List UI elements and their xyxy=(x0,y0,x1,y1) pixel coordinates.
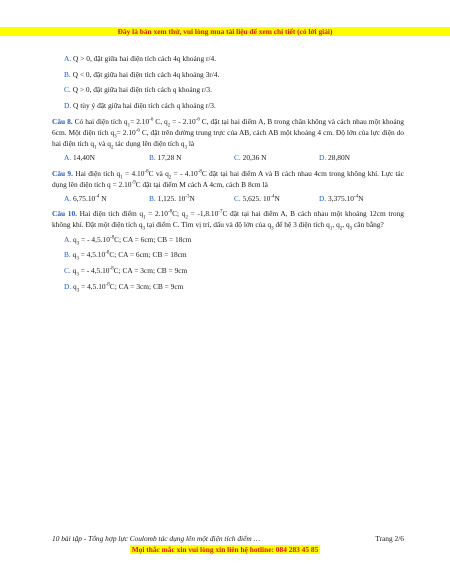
q9-option-c: C. 5,625. $10^{-4}N$ xyxy=(234,194,280,204)
q7-option-c: C. Q > 0, đặt giữa hai điện tích cách q khoảng r/3. xyxy=(64,85,212,95)
q7-option-b: B. Q < 0, đặt giữa hai điện tích cách 4q khoảng 3r/4. xyxy=(64,69,220,79)
document-body xyxy=(52,53,404,296)
preview-banner-text: Đây là bản xem thử, vui lòng mua tài liệu để xem chi tiết (có lời giải) xyxy=(117,27,333,36)
question-9: Câu 9. Hai điện tích $q_1 = 4.10^{-8}C$ và $q_2$ = - $4.10^{-8}C$ đặt tại hai điểm A và B cách nhau 4cm trong không khí. Lực tác dụng lên điện tích $q = 2.10^{-9}C$ đặt tại điểm M cách A 4cm, cách B 8cm là xyxy=(52,168,404,189)
question-10: Câu 10. Hai điện tích điểm $q_1 = 2.10^{-8}C$; $q_2 = -1,8.10^{-7}C$ đặt tại hai điểm A, B cách nhau một khoảng 12cm trong không khí. Đặt một điện tích $q_3$ tại điểm C. Tìm vị trí, dấu và độ lớn của $q_3$ để hệ 3 điện tích $q_1$, $q_2$, $q_3$ cân bằng? xyxy=(52,209,404,232)
q10-option-d: D. $q_3 = 4,5.10^{-8}C$; CA = 3cm; CB = 9cm xyxy=(64,281,184,294)
question-8: Câu 8. Có hai điện tích $q_1= 2.10^{-6}$ C, $q_2$ = - $2.10^{-6}$ C, đặt tại hai điểm A, B trong chân không và cách nhau một khoảng 6cm. Một điện tích $q_3= 2.10^{-6}$ C, đặt trên đường trung trực của AB, cách AB một khoảng 4 cm. Độ lớn của lực điện do hai điện tích $q_1$ và $q_2$ tác dụng lên điện tích $q_3$ là xyxy=(52,116,405,151)
q9-option-a: A. $6,75.10^{-4}$ N xyxy=(64,194,107,204)
question-label: Câu 10. xyxy=(52,209,78,219)
question-label: Câu 9. xyxy=(52,168,73,178)
q10-option-b: B. $q_3 = 4,5.10^{-8}C$; CA = 6cm; CB = 18cm xyxy=(64,250,187,262)
q8-option-c: C. 20,36 N xyxy=(234,153,267,163)
footer-title: 10 bài tập - Tổng hợp lực Coulomb tác dụng lên một điện tích điểm … xyxy=(52,534,261,543)
q8-option-d: D. 28,80N xyxy=(319,153,351,163)
q8-options xyxy=(52,152,404,163)
q9-option-b: B. 1,125. $10^{-3}N$ xyxy=(149,194,195,204)
q10-option-a: A. $q_3$ = - $4,5.10^{-8}C$; CA = 6cm; CB = 18cm xyxy=(64,234,192,247)
page-footer xyxy=(52,534,404,543)
page-number: Trang 2/6 xyxy=(375,534,404,543)
q9-option-d: D. $3,375.10^{-4}N$ xyxy=(319,194,364,204)
q9-options xyxy=(52,193,404,204)
q7-option-d: D. Q tùy ý đặt giữa hai điện tích cách q khoảng r/3. xyxy=(64,101,216,111)
q8-option-a: A. 14,40N xyxy=(64,153,96,163)
q10-option-c: C. $q_3$ = - $4,5.10^{-8}C$; CA = 3cm; CB = 9cm xyxy=(64,266,188,278)
preview-banner xyxy=(0,27,450,36)
q8-option-b: B. 17,28 N xyxy=(149,153,182,163)
question-label: Câu 8. xyxy=(52,116,73,126)
hotline-banner xyxy=(0,545,450,554)
hotline-banner-text: Mọi thắc mắc xin vui lòng xin liên hệ hotline: 084 283 45 85 xyxy=(131,545,319,554)
q7-option-a: A. Q > 0, đặt giữa hai điện tích cách 4q khoảng r/4. xyxy=(64,54,217,63)
